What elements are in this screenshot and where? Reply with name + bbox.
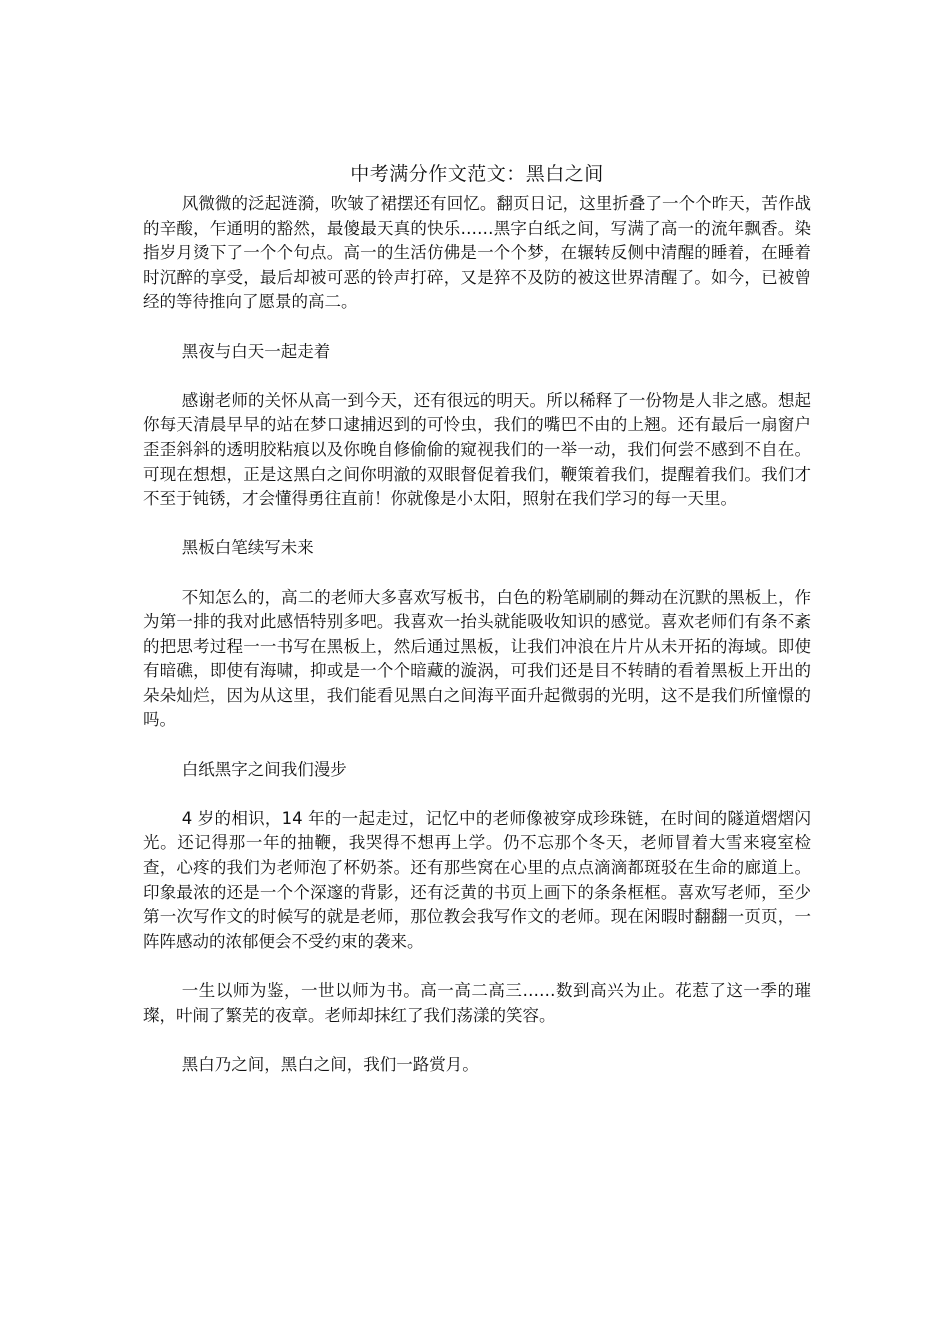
- paragraph-blackboard: 不知怎么的，高二的老师大多喜欢写板书，白色的粉笔刷刷的舞动在沉默的黑板上，作为第一排的我对此感悟特别多吧。我喜欢一抬头就能吸收知识的感觉。喜欢老师们有条不紊的把思考过程一一书写在黑板上，然后通过黑板，让我们冲浪在片片从未开拓的海域。即使有暗礁，即使有海啸，抑或是一个个暗藏的漩涡，可我们还是目不转睛的看着黑板上开出的朵朵灿烂，因为从这里，我们能看见黑白之间海平面升起微弱的光明，这不是我们所憧憬的吗。: [143, 587, 811, 730]
- paragraph-closing: 黑白乃之间，黑白之间，我们一路赏月。: [181, 1054, 479, 1074]
- paragraph-gap: [143, 1028, 811, 1053]
- paragraph-lifelong-teacher: 一生以师为鉴，一世以师为书。高一高二高三……数到高兴为止。花惹了这一季的璀璨，叶闹了繁芜的夜章。老师却抹红了我们荡漾的笑容。: [143, 981, 811, 1025]
- document-title: 中考满分作文范文：黑白之间: [350, 163, 604, 185]
- section-heading-blackboard: 黑板白笔续写未来: [181, 538, 314, 558]
- section-heading-white-paper: 白纸黑字之间我们漫步: [181, 759, 347, 779]
- paragraph-gap: [143, 954, 811, 979]
- paragraph-gap: [143, 782, 811, 807]
- paragraph-gap: [143, 561, 811, 586]
- paragraph-memories: 4 岁的相识，14 年的一起走过，记忆中的老师像被穿成珍珠链，在时间的隧道熠熠闪光。还记得那一年的抽鞭，我哭得不想再上学。仍不忘那个冬天，老师冒着大雪来寝室检查，心疼的我们为老师泡了杯奶茶。还有那些窝在心里的点点滴滴都斑驳在生命的廊道上。印象最浓的还是一个个深邃的背影，还有泛黄的书页上画下的条条框框。喜欢写老师，至少第一次写作文的时候写的就是老师，那位教会我写作文的老师。现在闲暇时翻翻一页页，一阵阵感动的浓郁便会不受约束的袭来。: [143, 808, 811, 951]
- paragraph-thanks-teacher: 感谢老师的关怀从高一到今天，还有很远的明天。所以稀释了一份物是人非之感。想起你每天清晨早早的站在梦口逮捕迟到的可怜虫，我们的嘴巴不由的上翘。还有最后一扇窗户歪歪斜斜的透明胶粘痕以及你晚自修偷偷的窥视我们的一举一动，我们何尝不感到不自在。可现在想想，正是这黑白之间你明澈的双眼督促着我们，鞭策着我们，提醒着我们。我们才不至于钝锈，才会懂得勇往直前！你就像是小太阳，照射在我们学习的每一天里。: [143, 390, 811, 509]
- section-heading-night-day: 黑夜与白天一起走着: [181, 341, 331, 361]
- document-page: [143, 160, 811, 1077]
- paragraph-gap: [143, 315, 811, 340]
- paragraph-gap: [143, 364, 811, 389]
- paragraph-gap: [143, 512, 811, 537]
- paragraph-intro: 风微微的泛起涟漪，吹皱了裙摆还有回忆。翻页日记，这里折叠了一个个昨天，苦作战的辛酸，乍通明的豁然，最傻最天真的快乐……黑字白纸之间，写满了高一的流年飘香。染指岁月烫下了一个个句点。高一的生活仿佛是一个个梦，在辗转反侧中清醒的睡着，在睡着时沉醉的享受，最后却被可恶的铃声打碎，又是猝不及防的被这世界清醒了。如今，已被曾经的等待推向了愿景的高二。: [143, 194, 811, 312]
- paragraph-gap: [143, 733, 811, 758]
